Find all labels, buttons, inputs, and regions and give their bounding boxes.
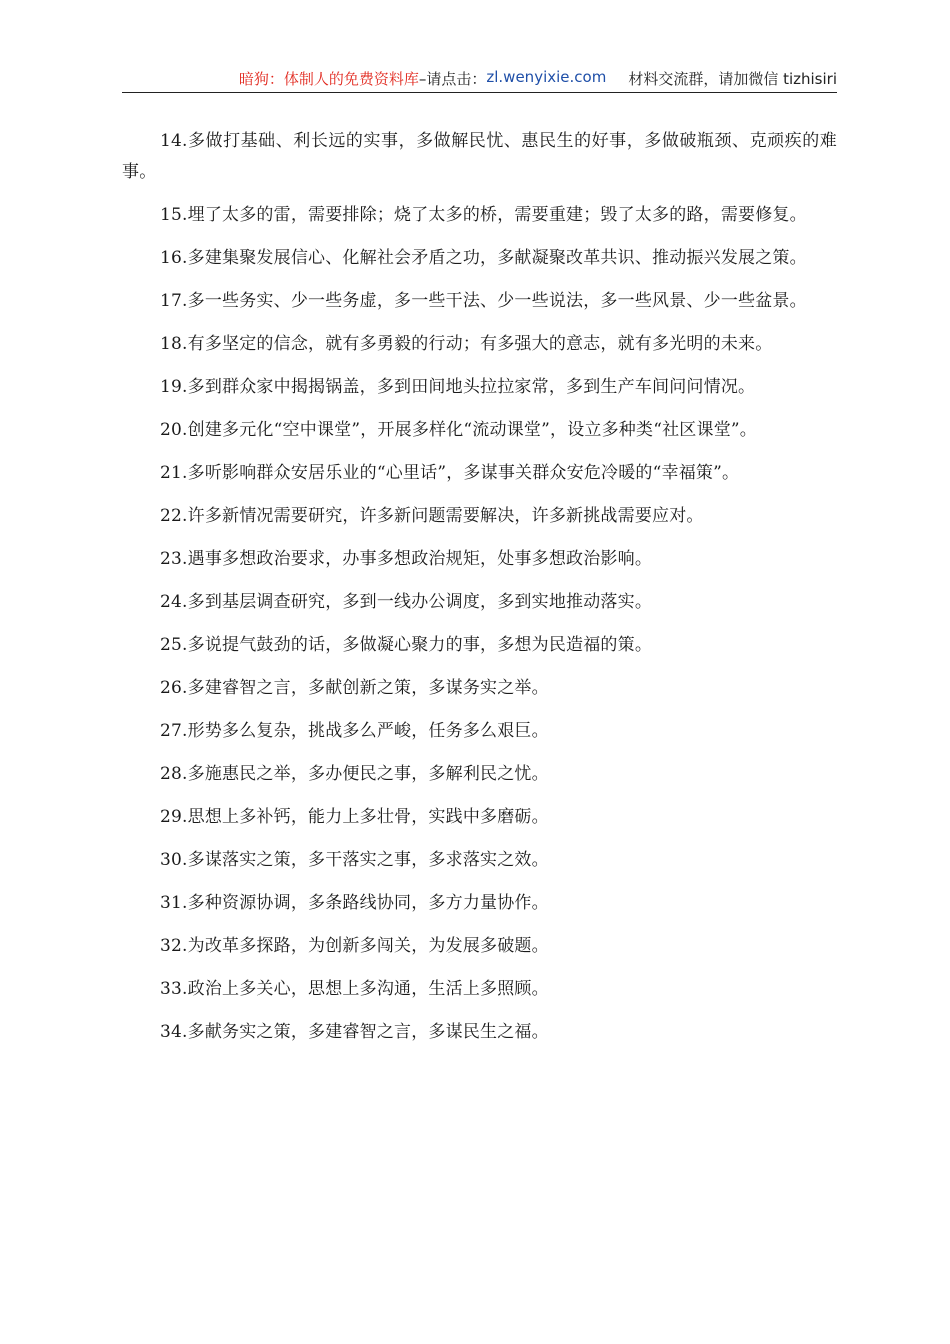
header-note: 材料交流群，请加微信 tizhisiri [628, 70, 837, 88]
list-item: 19.多到群众家中揭揭锅盖，多到田间地头拉拉家常，多到生产车间问问情况。 [160, 377, 756, 397]
list-item: 21.多听影响群众安居乐业的“心里话”，多谋事关群众安危冷暖的“幸福策”。 [160, 463, 740, 483]
list-item: 28.多施惠民之举，多办便民之事，多解利民之忧。 [160, 764, 549, 784]
header-prompt: –请点击： [418, 70, 487, 88]
list-item: 20.创建多元化“空中课堂”，开展多样化“流动课堂”，设立多种类“社区课堂”。 [160, 420, 757, 440]
list-item: 34.多献务实之策，多建睿智之言，多谋民生之福。 [160, 1022, 549, 1042]
list-item: 29.思想上多补钙，能力上多壮骨，实践中多磨砺。 [160, 807, 549, 827]
list-item: 18.有多坚定的信念，就有多勇毅的行动；有多强大的意志，就有多光明的未来。 [160, 334, 773, 354]
list-item: 25.多说提气鼓劲的话，多做凝心聚力的事，多想为民造福的策。 [160, 635, 653, 655]
list-item: 31.多种资源协调，多条路线协同，多方力量协作。 [160, 893, 549, 913]
header-brand: 暗狗：体制人的免费资料库 [238, 70, 419, 88]
list-item: 33.政治上多关心，思想上多沟通，生活上多照顾。 [160, 979, 549, 999]
list-item: 26.多建睿智之言，多献创新之策，多谋务实之举。 [160, 678, 549, 698]
list-item: 23.遇事多想政治要求，办事多想政治规矩，处事多想政治影响。 [160, 549, 653, 569]
list-item: 14.多做打基础、利长远的实事，多做解民忧、惠民生的好事，多做破瓶颈、克顽疾的难事。 [122, 131, 837, 182]
list-item: 22.许多新情况需要研究，许多新问题需要解决，许多新挑战需要应对。 [160, 506, 704, 526]
page-header [122, 68, 837, 93]
list-item: 30.多谋落实之策，多干落实之事，多求落实之效。 [160, 850, 549, 870]
list-item: 17.多一些务实、少一些务虚，多一些干法、少一些说法，多一些风景、少一些盆景。 [160, 291, 807, 311]
list-item: 27.形势多么复杂，挑战多么严峻，任务多么艰巨。 [160, 721, 549, 741]
document-body [122, 126, 837, 1060]
header-url-link[interactable]: zl.wenyixie.com [486, 68, 607, 86]
list-item: 16.多建集聚发展信心、化解社会矛盾之功，多献凝聚改革共识、推动振兴发展之策。 [160, 248, 807, 268]
list-item: 24.多到基层调查研究，多到一线办公调度，多到实地推动落实。 [160, 592, 653, 612]
list-item: 15.埋了太多的雷，需要排除；烧了太多的桥，需要重建；毁了太多的路，需要修复。 [160, 205, 807, 225]
list-item: 32.为改革多探路，为创新多闯关，为发展多破题。 [160, 936, 549, 956]
